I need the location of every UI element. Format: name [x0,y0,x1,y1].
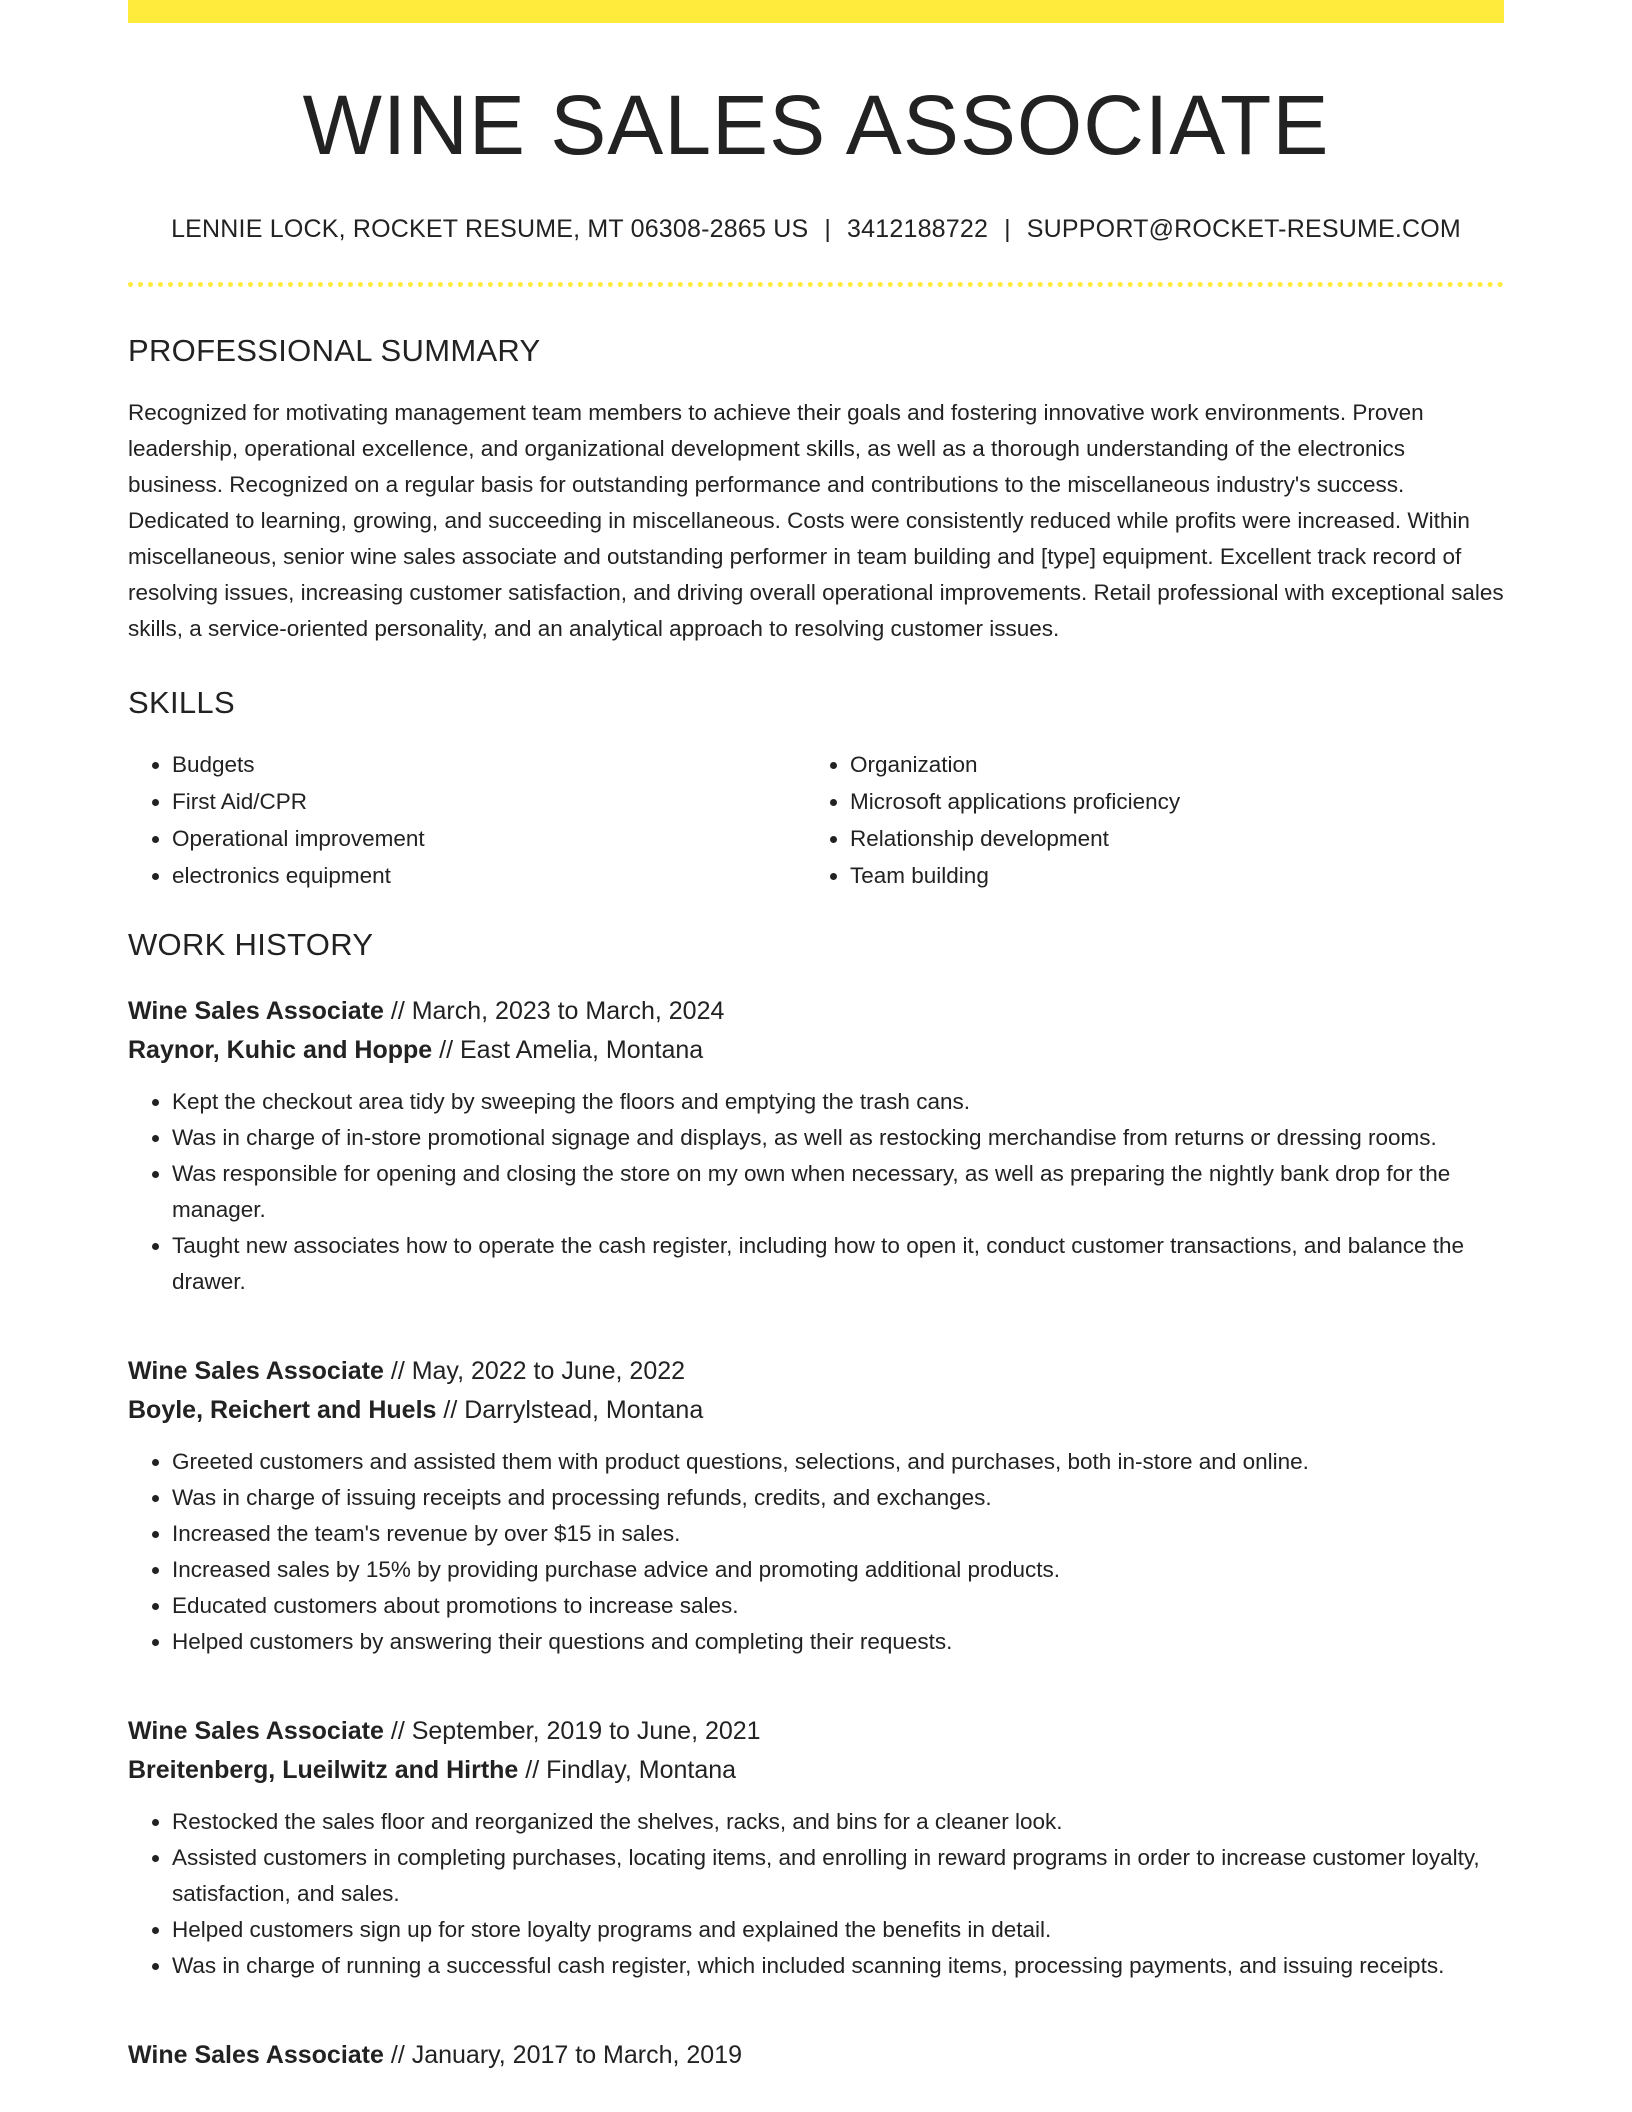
job-bullet: • Assisted customers in completing purchases, locating items, and enrolling in reward programs in order to increase customer loyalty, satisfaction, and sales. [172,1840,1504,1912]
contact-line [128,217,1504,242]
job-bullet: • Greeted customers and assisted them with product questions, selections, and purchases, both in-store and online. [172,1444,1504,1480]
job-entry [128,2036,1504,2075]
job-company-line [128,1751,1504,1790]
job-company: Breitenberg, Lueilwitz and Hirthe [128,1756,519,1784]
summary-heading: PROFESSIONAL SUMMARY [128,333,541,368]
job-title-line [128,2036,1504,2075]
job-location: // East Amelia, Montana [432,1036,704,1064]
job-bullet: • Taught new associates how to operate the cash register, including how to open it, conduct customer transactions, and balance the drawer. [172,1228,1504,1300]
job-company: Boyle, Reichert and Huels [128,1396,437,1424]
job-bullet: • Kept the checkout area tidy by sweeping the floors and emptying the trash cans. [172,1084,1504,1120]
job-bullet: • Helped customers by answering their questions and completing their requests. [172,1624,1504,1660]
job-bullet: • Helped customers sign up for store loyalty programs and explained the benefits in detail. [172,1912,1504,1948]
job-title-line [128,1712,1504,1751]
job-bullets [128,1804,1504,1984]
dotted-divider [128,282,1504,287]
contact-separator: | [1004,215,1011,243]
job-title: Wine Sales Associate [128,2041,384,2069]
skill-item: • Organization [850,746,1484,783]
job-entry [128,1712,1504,1984]
resume-page [128,0,1504,2075]
job-title-line [128,992,1504,1031]
job-bullet: • Increased sales by 15% by providing purchase advice and promoting additional products. [172,1552,1504,1588]
job-company: Raynor, Kuhic and Hoppe [128,1036,433,1064]
skills-column-right [806,746,1484,894]
page-title: WINE SALES ASSOCIATE [302,78,1330,172]
work-history-heading: WORK HISTORY [128,927,374,962]
skills-list [128,746,1504,894]
skills-heading: SKILLS [128,685,235,720]
job-bullet: • Was in charge of issuing receipts and processing refunds, credits, and exchanges. [172,1480,1504,1516]
job-bullet: • Was in charge of running a successful cash register, which included scanning items, processing payments, and issuing receipts. [172,1948,1504,1984]
skill-item: • First Aid/CPR [172,783,806,820]
job-bullets [128,1084,1504,1300]
contact-address: LENNIE LOCK, ROCKET RESUME, MT 06308-2865 US [171,215,809,243]
job-dates: // September, 2019 to June, 2021 [383,1717,761,1745]
job-bullet: • Was in charge of in-store promotional signage and displays, as well as restocking merchandise from returns or dressing rooms. [172,1120,1504,1156]
contact-separator: | [824,215,832,243]
skill-item: • Budgets [172,746,806,783]
job-title: Wine Sales Associate [128,1717,384,1745]
job-bullet: • Educated customers about promotions to increase sales. [172,1588,1504,1624]
accent-bar [128,0,1504,23]
contact-email: SUPPORT@ROCKET-RESUME.COM [1026,215,1461,243]
job-title-line [128,1352,1504,1391]
job-dates: // March, 2023 to March, 2024 [383,997,725,1025]
job-company-line [128,1031,1504,1070]
job-dates: // May, 2022 to June, 2022 [383,1357,686,1385]
summary-text: Recognized for motivating management team members to achieve their goals and fostering innovative work environments. Proven leadership, operational excellence, and organizational development skills, as well as a thorough understanding of the electronics business. Recognized on a regular basis for outstanding performance and contributions to the miscellaneous industry's success. Dedicated to learning, growing, and succeeding in miscellaneous. Costs were consistently reduced while profits were increased. Within miscellaneous, senior wine sales associate and outstanding performer in team building and [type] equipment. Excellent track record of resolving issues, increasing customer satisfaction, and driving overall operational improvements. Retail professional with exceptional sales skills, a service-oriented personality, and an analytical approach to resolving customer issues. [128,400,1504,641]
job-entry [128,1352,1504,1660]
contact-phone: 3412188722 [847,215,989,243]
skill-item: • Team building [850,857,1484,894]
job-title: Wine Sales Associate [128,1357,384,1385]
job-dates: // January, 2017 to March, 2019 [383,2041,743,2069]
job-bullets [128,1444,1504,1660]
job-bullet: • Increased the team's revenue by over $15 in sales. [172,1516,1504,1552]
skill-item: • Microsoft applications proficiency [850,783,1484,820]
job-title: Wine Sales Associate [128,997,384,1025]
skill-item: • Relationship development [850,820,1484,857]
job-bullet: • Restocked the sales floor and reorganized the shelves, racks, and bins for a cleaner look. [172,1804,1504,1840]
skill-item: • Operational improvement [172,820,806,857]
job-entry [128,992,1504,1300]
job-company-line [128,1391,1504,1430]
job-location: // Darrylstead, Montana [436,1396,704,1424]
skill-item: • electronics equipment [172,857,806,894]
job-bullet: • Was responsible for opening and closing the store on my own when necessary, as well as preparing the nightly bank drop for the manager. [172,1156,1504,1228]
job-location: // Findlay, Montana [518,1756,737,1784]
skills-column-left [128,746,806,894]
